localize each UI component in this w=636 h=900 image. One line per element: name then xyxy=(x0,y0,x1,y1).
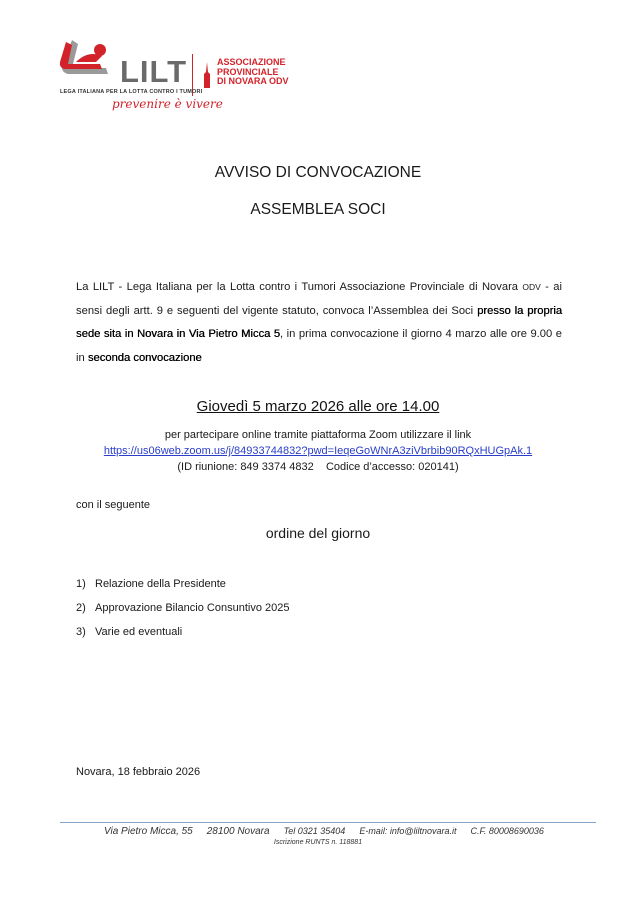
agenda-item xyxy=(76,576,289,600)
agenda-list xyxy=(76,576,289,648)
agenda-item-label: Varie ed eventuali xyxy=(95,626,183,638)
footer-email: E-mail: info@liltnovara.it xyxy=(359,826,457,836)
agenda-item-number: 1) xyxy=(76,578,86,590)
notice-subtitle: ASSEMBLEA SOCI xyxy=(250,201,386,218)
agenda-item-label: Approvazione Bilancio Consuntivo 2025 xyxy=(95,602,290,614)
agenda-item-label: Relazione della Presidente xyxy=(95,578,226,590)
body-part-4: , in prima convocazione il giorno 4 marzo alle ore 9.00 e in xyxy=(76,328,562,364)
place-and-date: Novara, 18 febbraio 2026 xyxy=(76,766,201,778)
agenda-item-number: 2) xyxy=(76,602,86,614)
convocation-paragraph xyxy=(76,276,562,370)
meeting-date: Giovedì 5 marzo 2026 alle ore 14.00 xyxy=(196,398,440,415)
footer-runts: Iscrizione RUNTS n. 118881 xyxy=(273,839,363,846)
agenda-item xyxy=(76,600,289,624)
lilt-logo xyxy=(58,36,328,122)
body-part-1: La LILT - Lega Italiana per la Lotta contro i Tumori Associazione Provinciale di Novara xyxy=(76,281,519,293)
footer-city: 28100 Novara xyxy=(206,826,270,837)
agenda-heading: ordine del giorno xyxy=(265,525,371,541)
association-name: ASSOCIAZIONE PROVINCIALE DI NOVARA ODV xyxy=(217,57,289,86)
body-venue: presso la propria sede sita in Novara in Via Pietro Micca 5 xyxy=(76,304,563,341)
footer-cf: C.F. 80008690036 xyxy=(470,826,544,836)
agenda-item xyxy=(76,624,289,648)
slogan: prevenire è vivere xyxy=(112,97,223,111)
lega-tagline: LEGA ITALIANA PER LA LOTTA CONTRO I TUMORI xyxy=(60,89,203,95)
zoom-intro: per partecipare online tramite piattaforma Zoom utilizzare il link xyxy=(164,429,472,441)
lilt-figure-icon xyxy=(58,36,118,84)
footer-divider xyxy=(60,822,596,823)
agenda-item-number: 3) xyxy=(76,626,86,638)
body-part-2: - ai sensi degli artt. 9 e seguenti del vigente statuto, convoca l’Assemblea dei Soci xyxy=(76,281,562,317)
mole-tower-icon xyxy=(201,62,213,88)
footer-address: Via Pietro Micca, 55 xyxy=(104,826,193,837)
body-odv: ODV xyxy=(522,282,541,292)
zoom-meeting-id: (ID riunione: 849 3374 4832 Codice d’accesso: 020141) xyxy=(177,461,459,473)
footer-tel: Tel 0321 35404 xyxy=(283,826,346,836)
agenda-intro: con il seguente xyxy=(76,499,150,511)
logo-wordmark: LILT xyxy=(120,54,188,89)
zoom-link[interactable]: https://us06web.zoom.us/j/84933744832?pwd=IeqeGoWNrA3ziVbrbib90RQxHUGpAk.1 xyxy=(103,445,533,457)
body-second-call: seconda convocazione xyxy=(87,351,202,364)
notice-title: AVVISO DI CONVOCAZIONE xyxy=(214,164,422,181)
footer-contacts xyxy=(104,826,544,837)
